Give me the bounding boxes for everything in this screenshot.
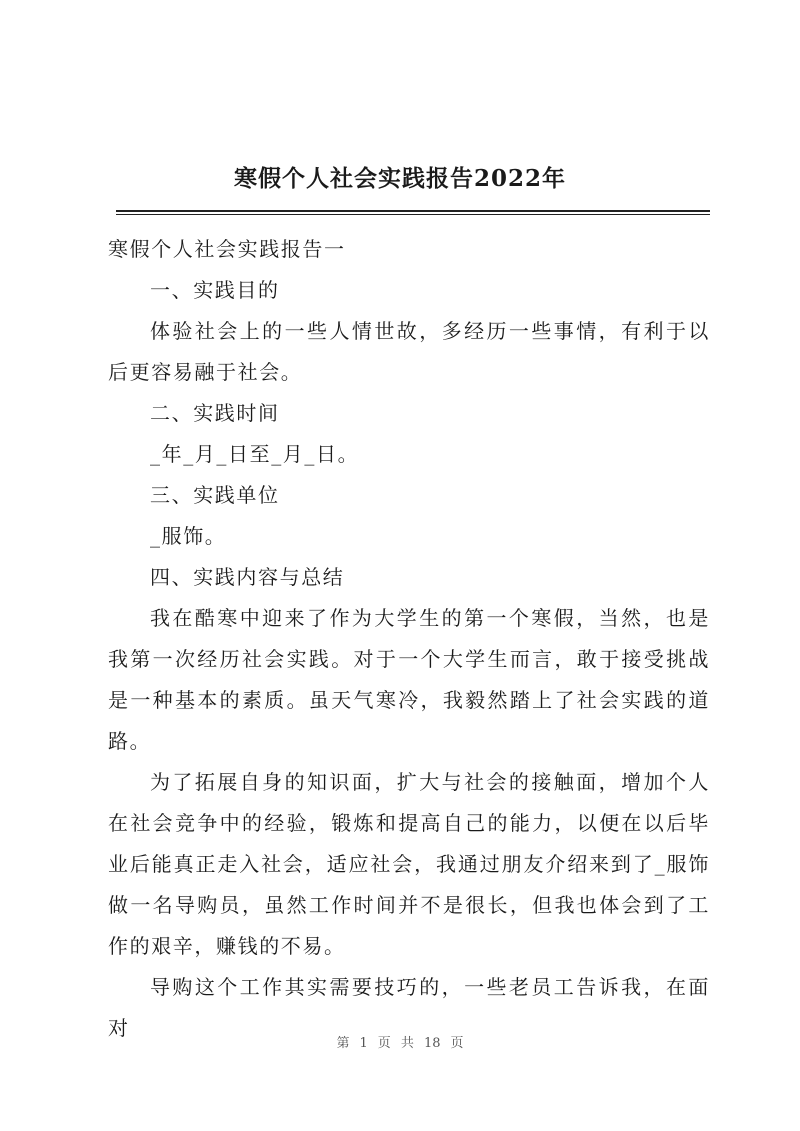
paragraph: 导购这个工作其实需要技巧的，一些老员工告诉我，在面对 bbox=[108, 975, 710, 1040]
section-heading: 三、实践单位 bbox=[150, 483, 280, 507]
footer-label-of: 页 共 bbox=[377, 1036, 414, 1051]
document-body bbox=[108, 229, 710, 1049]
section-heading: 一、实践目的 bbox=[150, 278, 280, 302]
paragraph: 我在酷寒中迎来了作为大学生的第一个寒假，当然，也是我第一次经历社会实践。对于一个大学生而言，敢于接受挑战是一种基本的素质。虽天气寒冷，我毅然踏上了社会实践的道路。 bbox=[108, 606, 710, 753]
section-heading: 四、实践内容与总结 bbox=[150, 565, 345, 589]
section-heading: 二、实践时间 bbox=[150, 401, 280, 425]
title-divider-thin bbox=[116, 214, 710, 215]
paragraph: 体验社会上的一些人情世故，多经历一些事情，有利于以后更容易融于社会。 bbox=[108, 319, 710, 384]
total-pages-number: 18 bbox=[423, 1036, 441, 1051]
paragraph: _服饰。 bbox=[150, 524, 227, 548]
footer-label-page: 第 bbox=[336, 1036, 350, 1051]
page-footer bbox=[0, 1032, 800, 1051]
paragraph: 为了拓展自身的知识面，扩大与社会的接触面，增加个人在社会竞争中的经验，锻炼和提高自己的能力，以便在以后毕业后能真正走入社会，适应社会，我通过朋友介绍来到了_服饰做一名导购员，虽然工作时间并不是很长，但我也体会到了工作的艰辛，赚钱的不易。 bbox=[108, 770, 710, 958]
paragraph: _年_月_日至_月_日。 bbox=[150, 442, 360, 466]
footer-label-pages: 页 bbox=[450, 1036, 464, 1051]
title-divider-thick bbox=[116, 210, 710, 212]
paragraph: 寒假个人社会实践报告一 bbox=[108, 237, 346, 261]
current-page-number: 1 bbox=[359, 1036, 368, 1051]
document-title: 寒假个人社会实践报告2022年 bbox=[233, 165, 566, 192]
